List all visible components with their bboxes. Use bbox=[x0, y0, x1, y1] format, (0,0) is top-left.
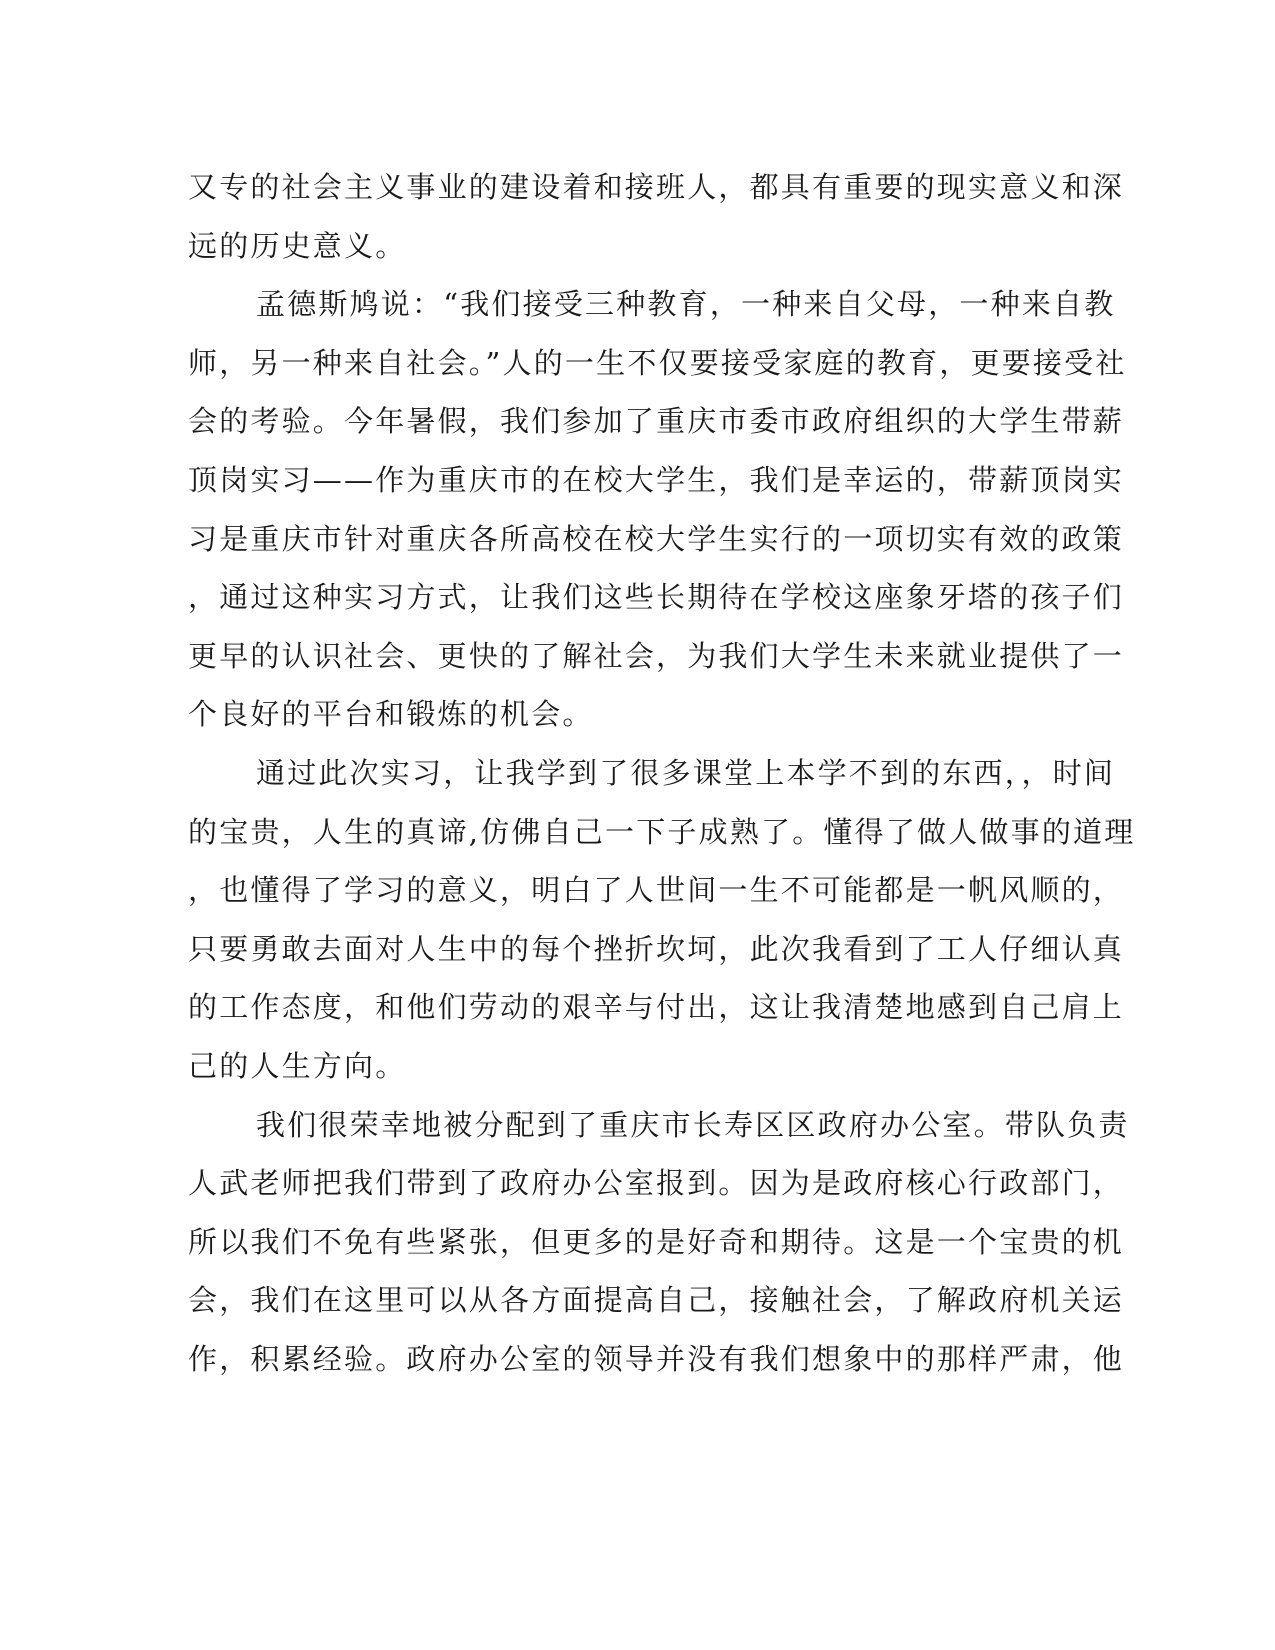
text-line: 会，我们在这里可以从各方面提高自己，接触社会，了解政府机关运 bbox=[188, 1283, 1125, 1318]
text-line: 所以我们不免有些紧张，但更多的是好奇和期待。这是一个宝贵的机 bbox=[188, 1224, 1125, 1259]
paragraph-4 bbox=[188, 1096, 1130, 1389]
text-line: 远的历史意义。 bbox=[188, 228, 407, 263]
text-line: ，也懂得了学习的意义，明白了人世间一生不可能都是一帆风顺的， bbox=[188, 873, 1125, 908]
text-line: 又专的社会主义事业的建设着和接班人，都具有重要的现实意义和深 bbox=[188, 170, 1125, 204]
text-line: 个良好的平台和锻炼的机会。 bbox=[188, 697, 594, 732]
text-line: 师，另一种来自社会。”人的一生不仅要接受家庭的教育，更要接受社 bbox=[188, 345, 1127, 380]
paragraph-3 bbox=[188, 744, 1136, 1096]
paragraph-2 bbox=[188, 275, 1127, 744]
text-line: 更早的认识社会、更快的了解社会，为我们大学生未来就业提供了一 bbox=[188, 638, 1125, 673]
text-line: 作，积累经验。政府办公室的领导并没有我们想象中的那样严肃，他 bbox=[188, 1341, 1125, 1376]
document-body bbox=[188, 158, 1136, 1388]
text-line: 习是重庆市针对重庆各所高校在校大学生实行的一项切实有效的政策 bbox=[188, 521, 1125, 556]
text-line: 己的人生方向。 bbox=[188, 1048, 407, 1083]
text-line: 我们很荣幸地被分配到了重庆市长寿区区政府办公室。带队负责 bbox=[256, 1107, 1130, 1142]
text-line: ，通过这种实习方式，让我们这些长期待在学校这座象牙塔的孩子们 bbox=[188, 580, 1125, 615]
text-line: 顶岗实习——作为重庆市的在校大学生，我们是幸运的，带薪顶岗实 bbox=[188, 462, 1125, 497]
text-line: 只要勇敢去面对人生中的每个挫折坎坷，此次我看到了工人仔细认真 bbox=[188, 931, 1125, 966]
text-line: 人武老师把我们带到了政府办公室报到。因为是政府核心行政部门， bbox=[188, 1166, 1125, 1201]
text-line: 通过此次实习，让我学到了很多课堂上本学不到的东西，，时间 bbox=[256, 755, 1116, 790]
text-line: 的宝贵，人生的真谛,仿佛自己一下子成熟了。懂得了做人做事的道理 bbox=[188, 814, 1136, 849]
text-line: 的工作态度，和他们劳动的艰辛与付出，这让我清楚地感到自己肩上 bbox=[188, 990, 1125, 1025]
paragraph-1 bbox=[188, 158, 1125, 275]
text-line: 孟德斯鸠说：“我们接受三种教育，一种来自父母，一种来自教 bbox=[256, 287, 1116, 322]
text-line: 会的考验。今年暑假，我们参加了重庆市委市政府组织的大学生带薪 bbox=[188, 404, 1125, 439]
